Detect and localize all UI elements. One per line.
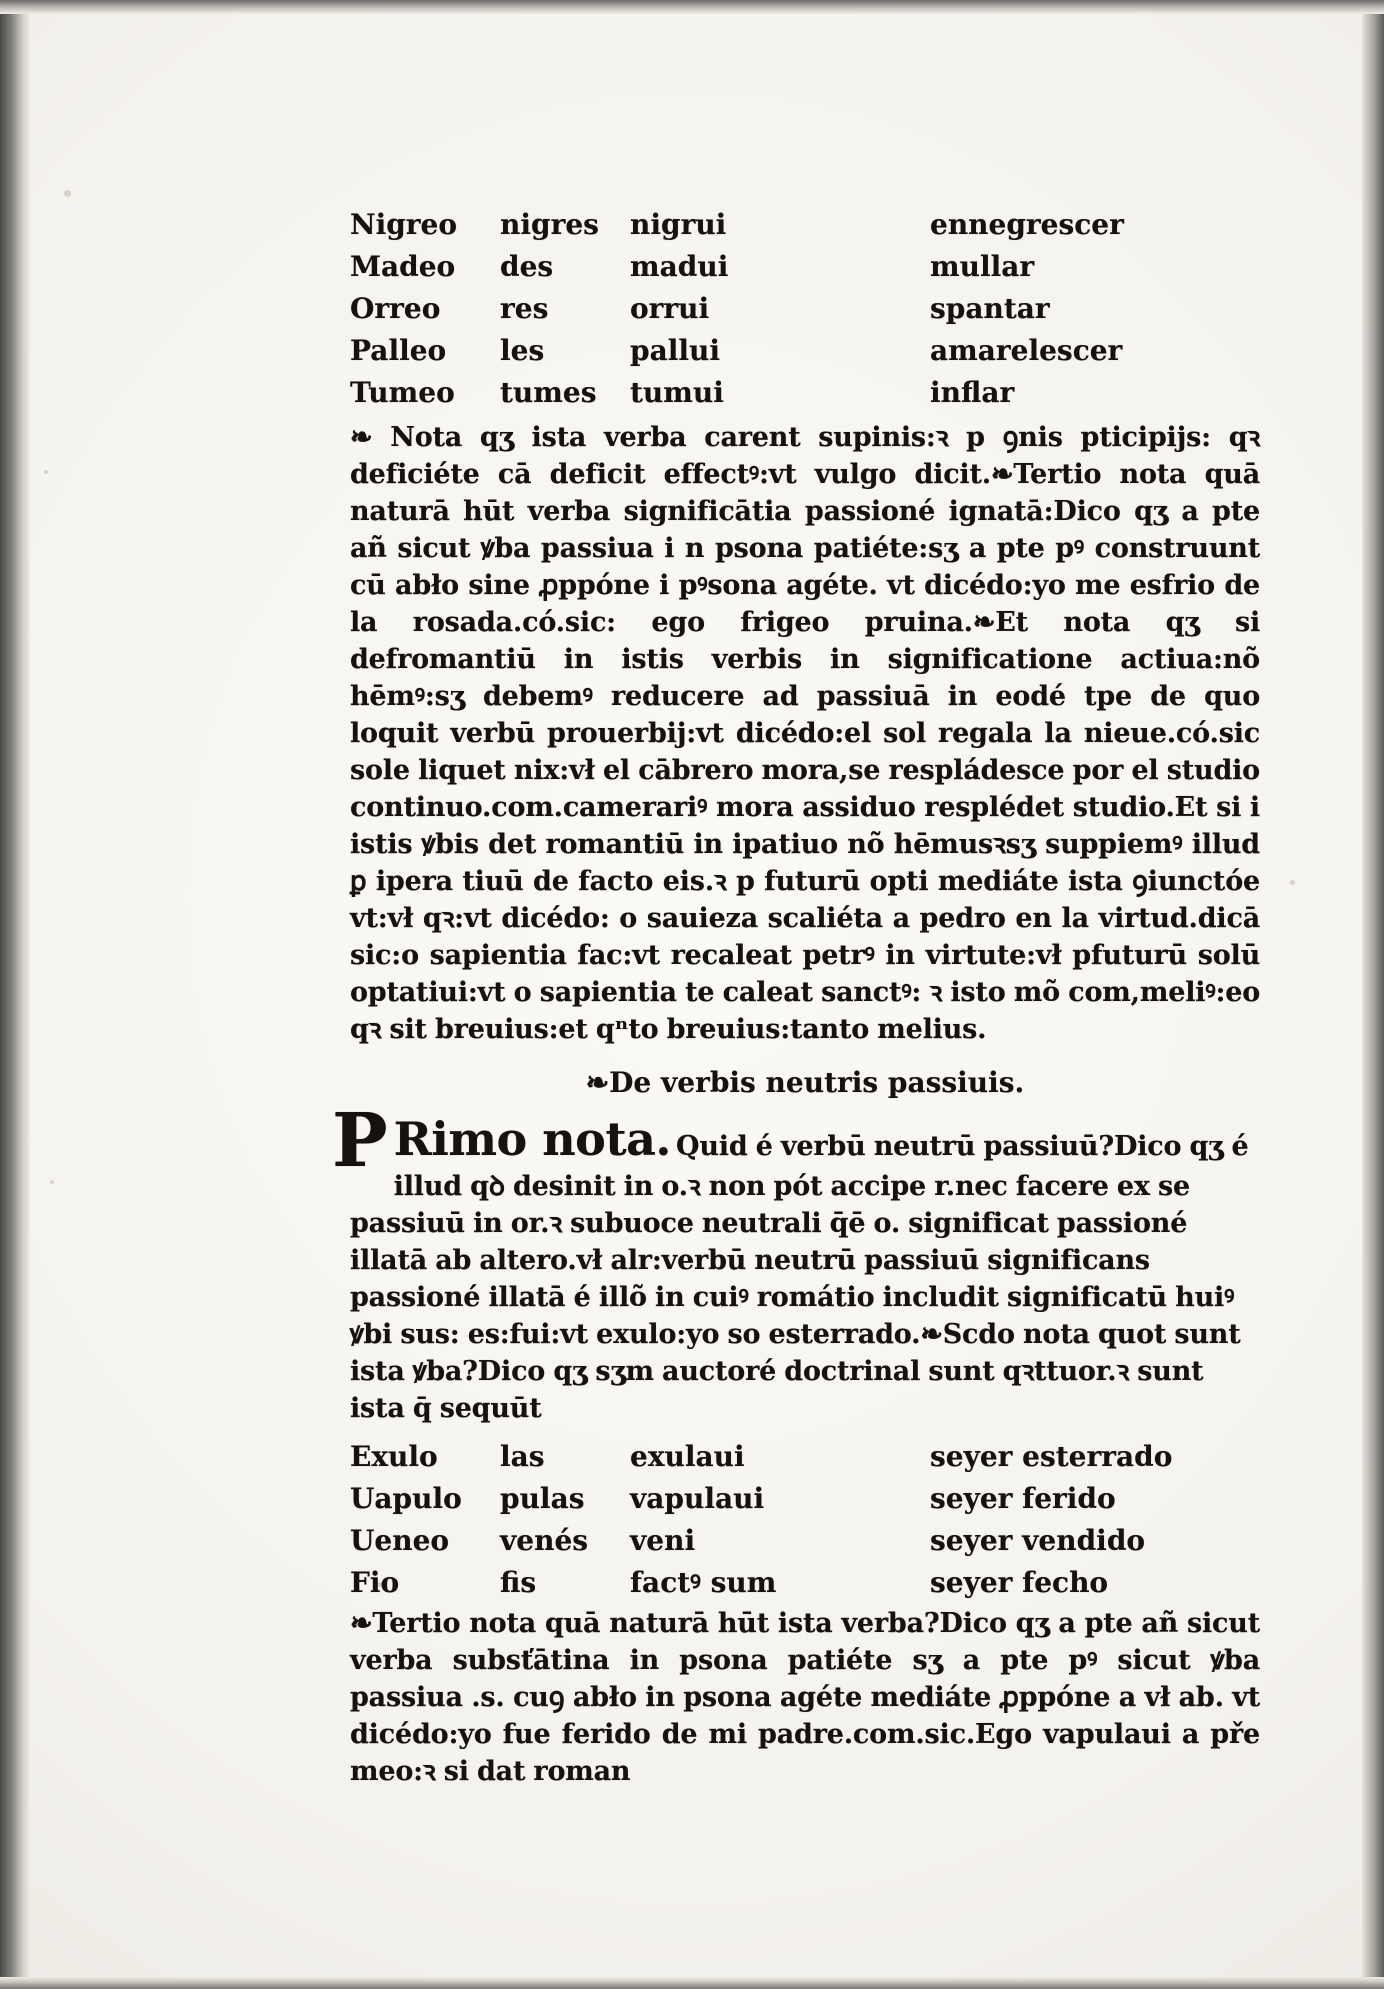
table-row <box>350 373 1260 415</box>
verb-perfect: factꝰ sum <box>630 1566 777 1599</box>
verb-present: Exulo <box>350 1440 438 1473</box>
left-page-edge-shadow <box>0 0 30 1989</box>
verb-present: Orreo <box>350 292 441 325</box>
incipit-line <box>332 1098 1260 1427</box>
verb-gloss: seyer ferido <box>930 1482 1116 1515</box>
verb-perfect: nigrui <box>630 208 727 241</box>
verb-second-person: venés <box>500 1524 589 1557</box>
verb-gloss: amarelescer <box>930 334 1123 367</box>
drop-cap-initial: P <box>332 1098 388 1184</box>
table-row <box>350 289 1260 331</box>
verb-second-person: tumes <box>500 376 597 409</box>
verb-gloss: spantar <box>930 292 1050 325</box>
table-row <box>350 331 1260 373</box>
verb-present: Ueneo <box>350 1524 450 1557</box>
verb-gloss: inflar <box>930 376 1015 409</box>
verb-second-person: las <box>500 1440 545 1473</box>
paragraph-nota-verba-carent-supinis: ❧ Nota qʒ ista verba carent supinis:ꝛ p ꝯnis pticipijs: qꝛ deficiéte cā deficit effectꝰ:vt vulgo dicit.❧Tertio nota quā naturā hūt verba significātia passioné ignatā:Dico qʒ a pte añ sicut ꝟba passiua i n psona patiéte:sʒ a pte pꝰ construunt cū abło sine ꝓppóne i pꝰsona agéte. vt dicédo:yo me esfrio de la rosada.có.sic: ego frigeo pruina.❧Et nota qʒ si defromantiū in istis verbis in significatione actiua:nõ hēmꝰ:sʒ debemꝰ reducere ad passiuā in eodé tpe de quo loquit verbū prouerbij:vt dicédo:el sol regala la nieue.có.sic sole liquet nix:vł el cābrero mora,se respládesce por el studio continuo.com.camerariꝰ mora assiduo resplédet studio.Et si i istis ꝟbis det romantiū in ipatiuo nõ hēmusꝛsʒ suppiemꝰ illud ꝑ ipera tiuū de facto eis.ꝛ p futurū opti mediáte ista ꝯiunctóe vt:vł qꝛ:vt dicédo: o sauieza scaliéta a pedro en la virtud.dicā sic:o sapientia fac:vt recaleat petrꝰ in virtute:vł pfuturū solū optatiui:vt o sapientia te caleat sanctꝰ: ꝛ isto mõ com,meliꝰ:eo qꝛ sit breuius:et qⁿto breuius:tanto melius. <box>350 422 1260 1045</box>
verb-second-person: fis <box>500 1566 537 1599</box>
verb-second-person: pulas <box>500 1482 585 1515</box>
verb-perfect: orrui <box>630 292 710 325</box>
paper-speck <box>50 1180 54 1184</box>
paragraph-tertio-nota-qua-natura: ❧Tertio nota quā naturā hūt ista verba?Dico qʒ a pte añ sicut verba subsťātina in psona patiéte sʒ a pte pꝰ sicut ꝟba passiua .s. cuꝯ abło in psona agéte mediáte ꝓppóne a vł ab. vt dicédo:yo fue ferido de mi padre.com.sic.Ego vapulaui a pře meo:ꝛ si dat roman <box>350 1608 1260 1787</box>
paragraph-quid-est-verbum-neutrum-passiuum: Quid é verbū neutrū passiuū?Dico qʒ é illud qꝺ desinit in o.ꝛ non pót accipe r.nec facere ex se passiuū in or.ꝛ subuoce neutrali q̄ē o. significat passioné illatā ab altero.vł alr:verbū neutrū passiuū significans passioné illatā é illõ in cuiꝰ romátio includit significatū huiꝰ ꝟbi sus: es:fui:vt exulo:yo so esterrado.❧Scdo nota quot sunt ista ꝟba?Dico qʒ sʒm auctoré doctrinal sunt qꝛttuor.ꝛ sunt ista q̄ sequūt <box>350 1131 1249 1424</box>
table-row <box>350 247 1260 289</box>
verb-present: Fio <box>350 1566 400 1599</box>
verb-perfect: pallui <box>630 334 720 367</box>
verb-gloss: seyer esterrado <box>930 1440 1173 1473</box>
verb-perfect: tumui <box>630 376 724 409</box>
verb-second-person: nigres <box>500 208 599 241</box>
incipit-display-text: Rimo nota. <box>393 1112 671 1166</box>
block-spacer <box>350 1427 1260 1437</box>
verb-perfect: vapulaui <box>630 1482 765 1515</box>
table-row <box>350 1479 1260 1521</box>
paper-speck <box>1290 880 1295 885</box>
page-text-block <box>332 205 1260 1790</box>
verb-present: Palleo <box>350 334 447 367</box>
table-row <box>350 1521 1260 1563</box>
verb-present: Tumeo <box>350 376 455 409</box>
verb-perfect: exulaui <box>630 1440 745 1473</box>
table-row <box>350 1563 1260 1605</box>
section-heading-de-verbis-neutris-passiuis: ❧De verbis neutris passiuis. <box>585 1066 1025 1099</box>
paper-speck <box>64 190 71 197</box>
right-page-edge-shadow <box>1362 0 1384 1989</box>
verb-present: Nigreo <box>350 208 458 241</box>
verb-present: Madeo <box>350 250 456 283</box>
verb-second-person: res <box>500 292 549 325</box>
table-row <box>350 1437 1260 1479</box>
verb-second-person: les <box>500 334 545 367</box>
table-row <box>350 205 1260 247</box>
verb-paradigm-table-1 <box>350 205 1260 415</box>
top-page-edge-shadow <box>0 0 1384 14</box>
verb-present: Uapulo <box>350 1482 462 1515</box>
verb-second-person: des <box>500 250 554 283</box>
bottom-page-edge-shadow <box>0 1977 1384 1989</box>
verb-gloss: seyer vendido <box>930 1524 1146 1557</box>
paper-speck <box>44 470 48 474</box>
verb-gloss: ennegrescer <box>930 208 1124 241</box>
verb-perfect: madui <box>630 250 729 283</box>
verb-gloss: mullar <box>930 250 1035 283</box>
verb-gloss: seyer fecho <box>930 1566 1109 1599</box>
verb-perfect: veni <box>630 1524 696 1557</box>
verb-paradigm-table-2 <box>350 1437 1260 1605</box>
